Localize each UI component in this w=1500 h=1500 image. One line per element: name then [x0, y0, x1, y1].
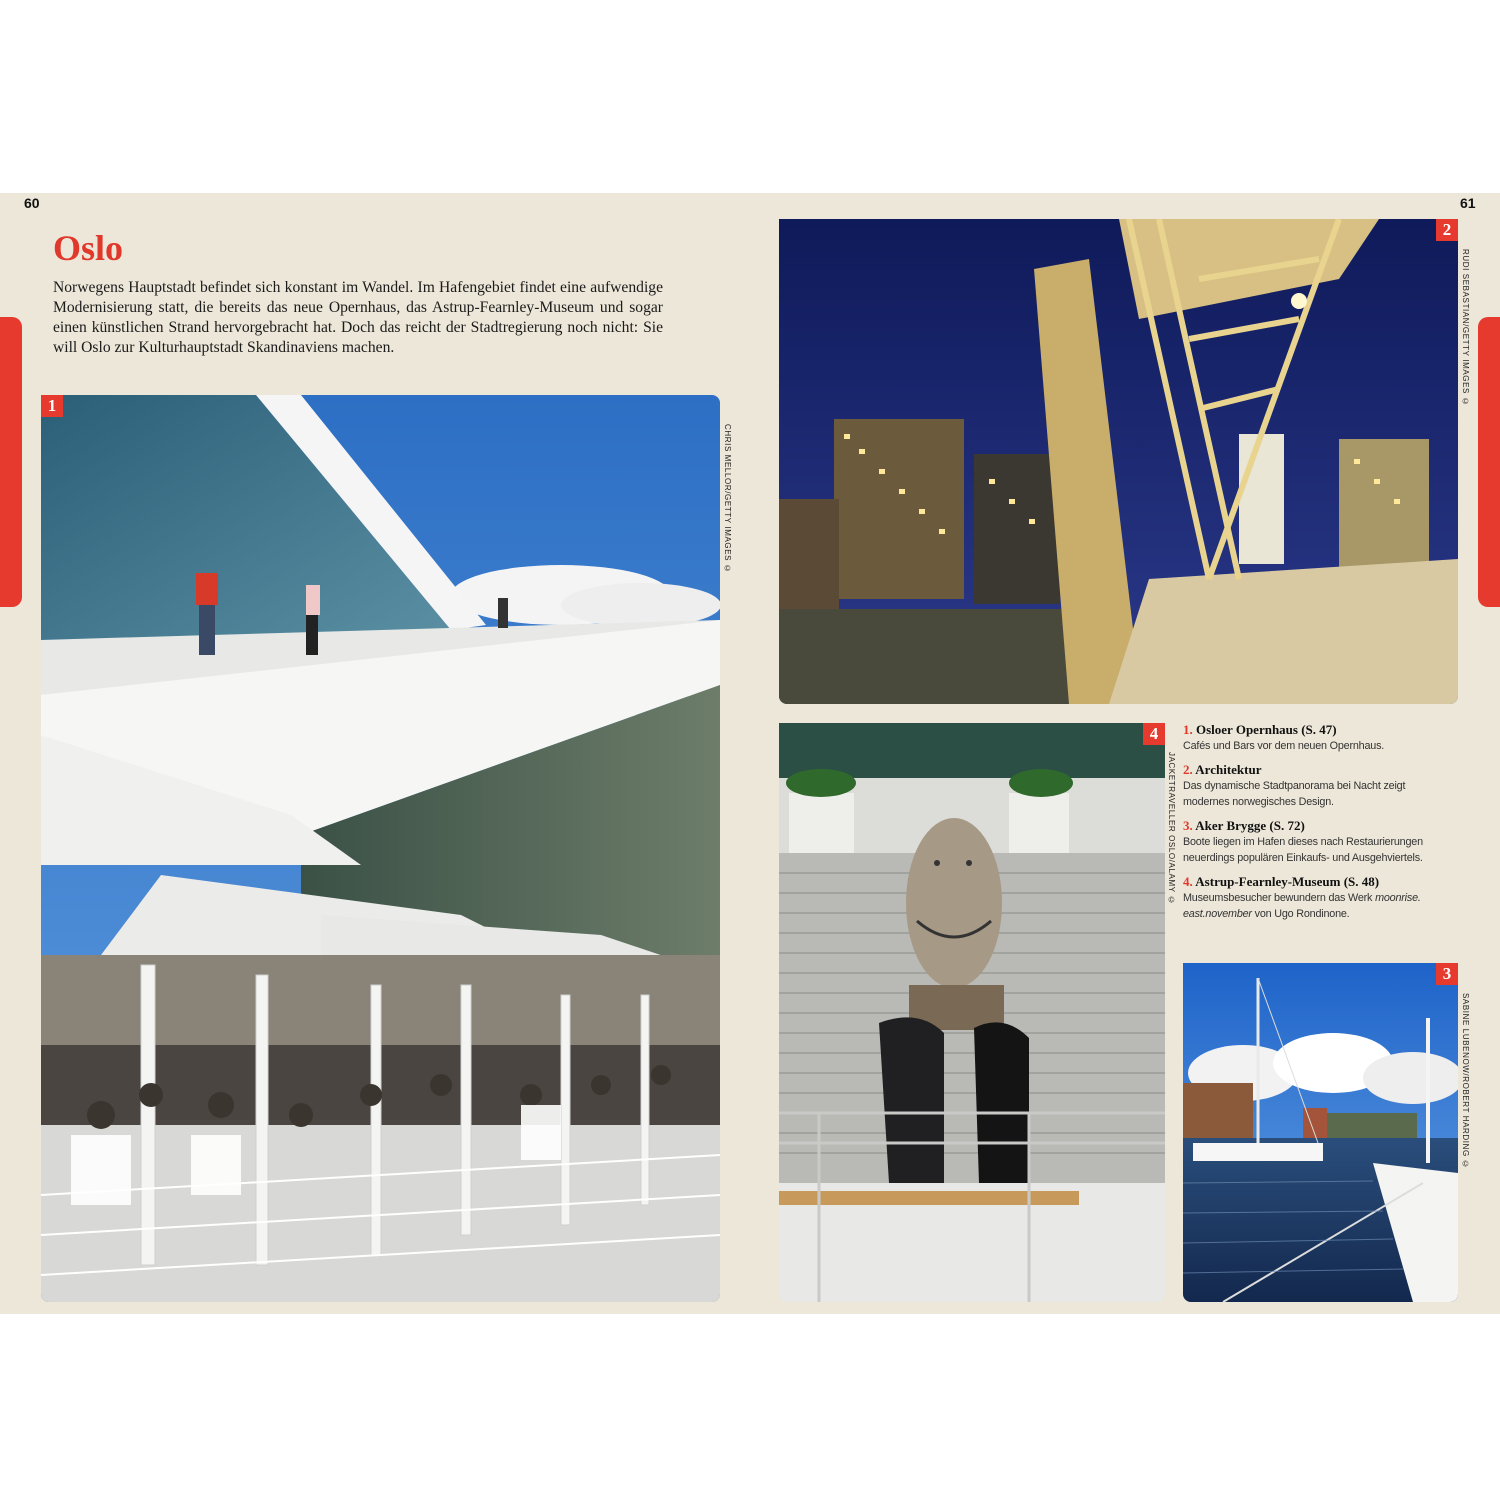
- museum-sculpture-illustration: [779, 723, 1165, 1302]
- page-number-right: 61: [1460, 195, 1476, 211]
- night-bridge-architecture-photo: [779, 219, 1458, 704]
- museum-sculpture-photo: [779, 723, 1165, 1302]
- aker-brygge-harbour-photo: [1183, 963, 1458, 1302]
- caption-3: [1183, 818, 1453, 866]
- caption-1: [1183, 722, 1453, 754]
- caption-number: 2.: [1183, 762, 1193, 777]
- caption-title: Osloer Opernhaus (S. 47): [1196, 722, 1337, 737]
- photo-credit-4: JACKETRAVELLER OSLO/ALAMY ©: [1167, 752, 1176, 905]
- harbour-illustration: [1183, 963, 1458, 1302]
- page-number-left: 60: [24, 195, 40, 211]
- artwork-title: moonrise. east.november: [1183, 892, 1421, 920]
- caption-title: Aker Brygge (S. 72): [1195, 818, 1305, 833]
- caption-title: Architektur: [1195, 762, 1262, 777]
- caption-title: Astrup-Fearnley-Museum (S. 48): [1195, 874, 1380, 889]
- caption-2: [1183, 762, 1453, 810]
- article-intro: Norwegens Hauptstadt befindet sich konstant im Wandel. Im Hafengebiet findet eine aufwendige Modernisierung statt, die bereits das neue Opernhaus, das Astrup-Fearnley-Museum und sogar einen künstlichen Strand hervorgebracht hat. Doch das reicht der Stadtregierung noch nicht: Sie will Oslo zur Kulturhauptstadt Skandinaviens machen.: [53, 279, 663, 356]
- caption-text: Das dynamische Stadtpanorama bei Nacht zeigt modernes norwegisches Design.: [1183, 780, 1406, 808]
- caption-list: [1183, 722, 1453, 930]
- caption-number: 1.: [1183, 722, 1193, 737]
- photo-credit-2: RUDI SEBASTIAN/GETTY IMAGES ©: [1461, 249, 1470, 407]
- chapter-tab-left: [0, 317, 22, 607]
- photo-credit-1: CHRIS MELLOR/GETTY IMAGES ©: [723, 424, 732, 574]
- caption-text: Museumsbesucher bewundern das Werk moonrise. east.november von Ugo Rondinone.: [1183, 892, 1421, 920]
- photo-badge-3: 3: [1436, 963, 1458, 985]
- caption-text: Boote liegen im Hafen dieses nach Restaurierungen neuerdings populären Einkaufs- und Ausgehviertels.: [1183, 836, 1423, 864]
- caption-number: 3.: [1183, 818, 1193, 833]
- night-bridge-illustration: [779, 219, 1458, 704]
- opera-house-cafe-photo: [41, 395, 720, 1302]
- article-title: Oslo: [53, 228, 124, 268]
- photo-badge-1: 1: [41, 395, 63, 417]
- photo-badge-2: 2: [1436, 219, 1458, 241]
- photo-badge-4: 4: [1143, 723, 1165, 745]
- photo-credit-3: SABINE LUBENOW/ROBERT HARDING ©: [1461, 993, 1470, 1170]
- caption-number: 4.: [1183, 874, 1193, 889]
- caption-4: [1183, 874, 1453, 922]
- caption-text: Cafés und Bars vor dem neuen Opernhaus.: [1183, 740, 1385, 752]
- chapter-tab-right: [1478, 317, 1500, 607]
- opera-house-illustration: [41, 395, 720, 1302]
